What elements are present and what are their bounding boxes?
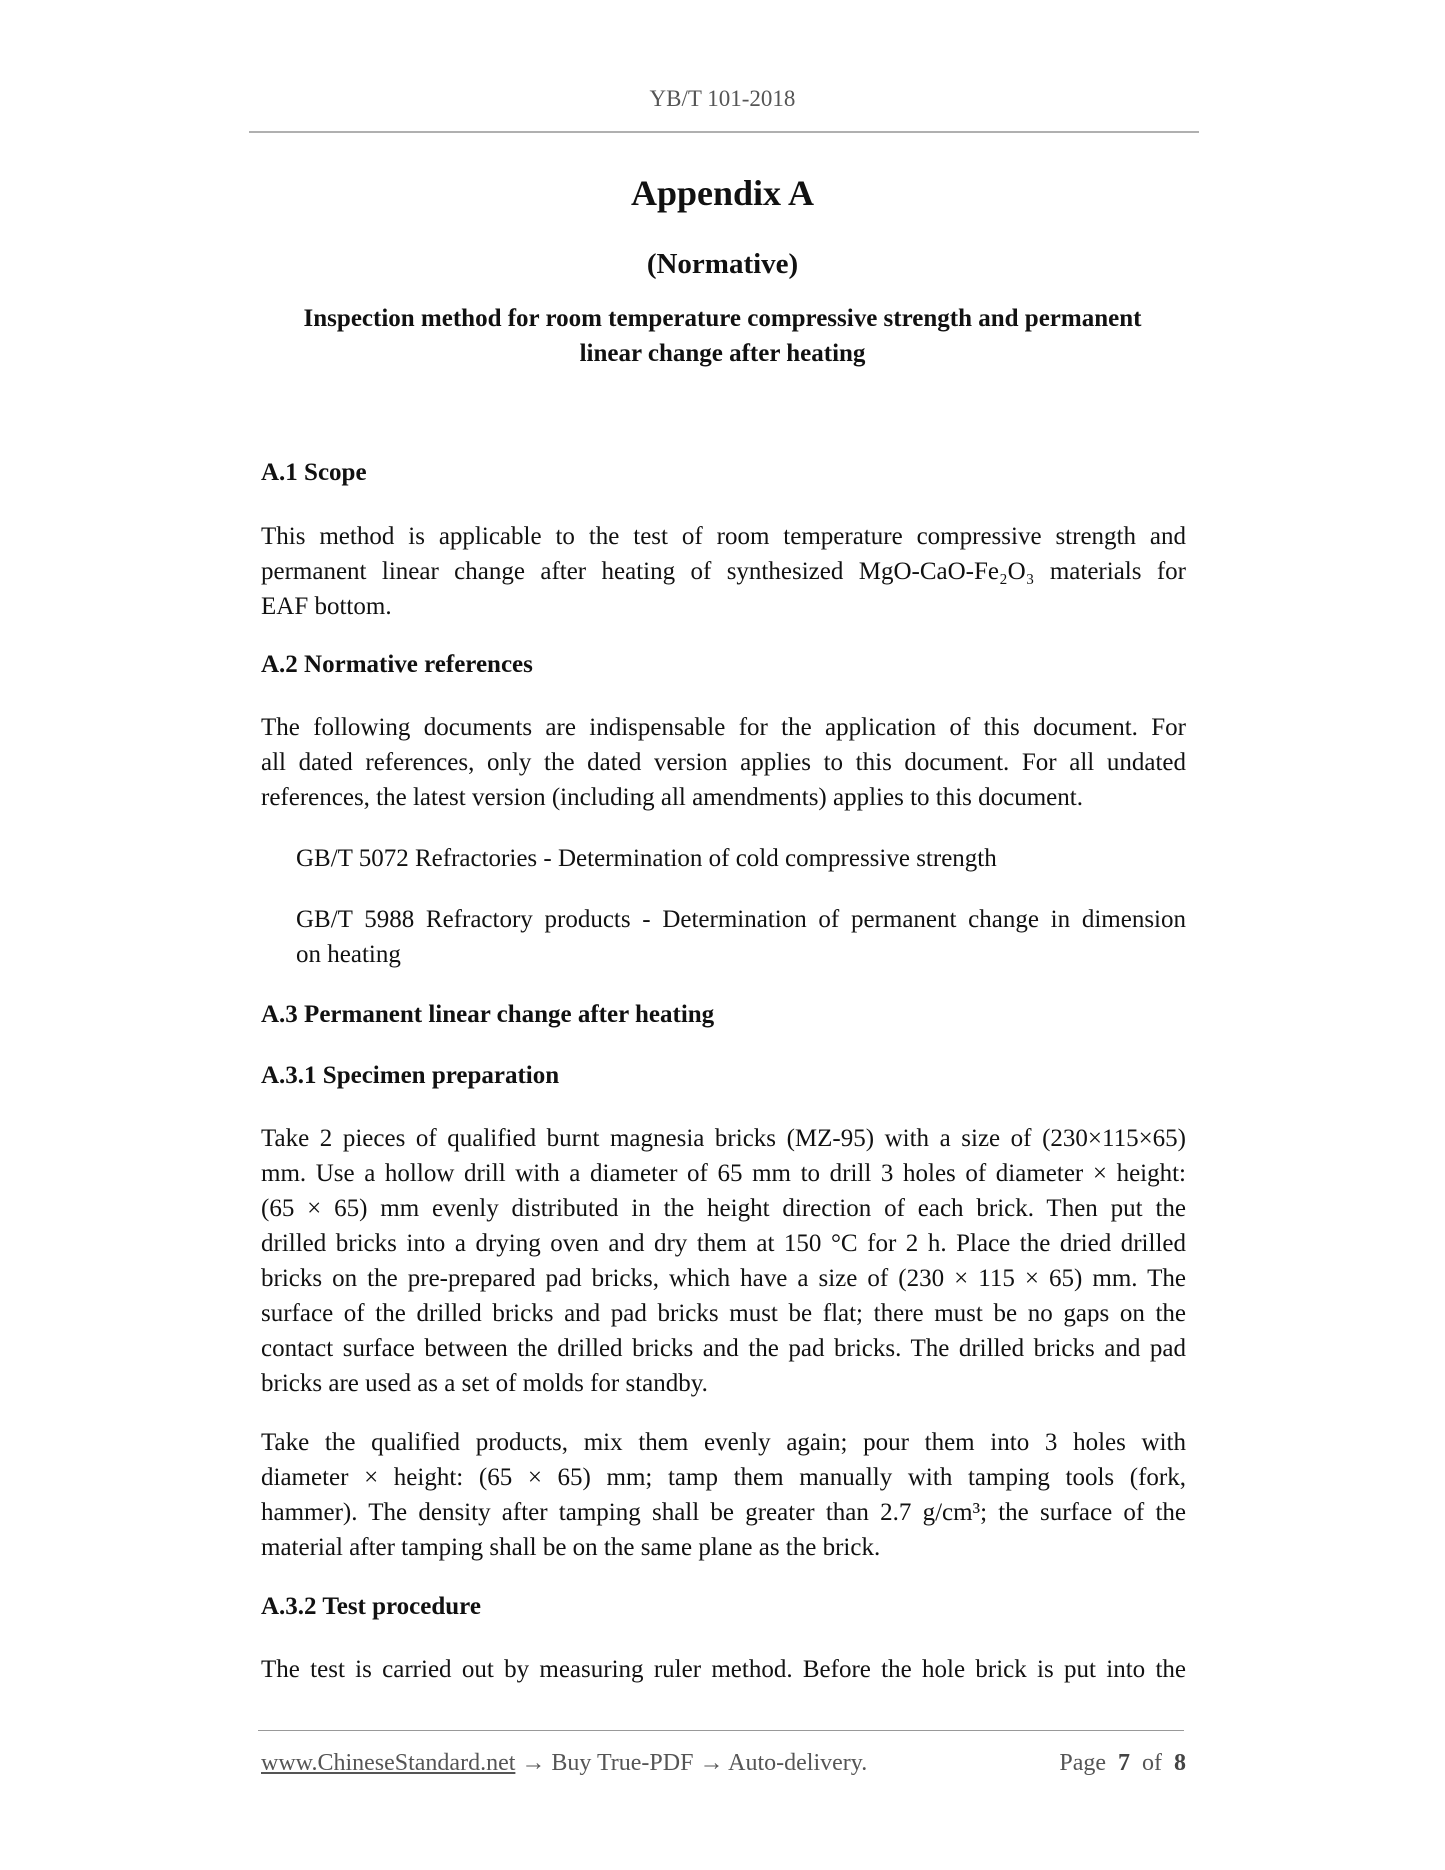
section-a32-paragraph bbox=[261, 1652, 1186, 1687]
reference-gbt-5988 bbox=[296, 902, 1186, 972]
of-label: of bbox=[1142, 1750, 1162, 1776]
section-a1-paragraph bbox=[261, 519, 1186, 624]
text-line: This method is applicable to the test of room temperature compressive strength and bbox=[261, 523, 1186, 550]
total-pages-number: 8 bbox=[1174, 1750, 1186, 1776]
chinese-standard-link[interactable]: www.ChineseStandard.net bbox=[261, 1750, 516, 1776]
current-page-number: 7 bbox=[1118, 1750, 1130, 1776]
section-a2-title: A.2 Normative references bbox=[261, 651, 533, 678]
section-a31-paragraph-2 bbox=[261, 1425, 1186, 1565]
document-code-header: YB/T 101-2018 bbox=[649, 86, 796, 111]
text-line: EAF bottom. bbox=[261, 593, 392, 620]
text-line: permanent linear change after heating of synthesized MgO-CaO-Fe₂O₃ materials for bbox=[261, 558, 1186, 585]
section-a32-title: A.3.2 Test procedure bbox=[261, 1593, 481, 1620]
header-divider bbox=[249, 131, 1199, 133]
text-line: material after tamping shall be on the same plane as the brick. bbox=[261, 1534, 881, 1561]
text-line: drilled bricks into a drying oven and dry them at 150 °C for 2 h. Place the dried drilled bbox=[261, 1230, 1186, 1257]
auto-delivery-text: Auto-delivery. bbox=[728, 1750, 868, 1776]
appendix-title: Appendix A bbox=[630, 173, 815, 213]
buy-true-pdf-text: Buy True-PDF bbox=[551, 1750, 694, 1776]
footer-divider bbox=[258, 1730, 1184, 1731]
page-footer bbox=[261, 1750, 1186, 1777]
text-line: all dated references, only the dated version applies to this document. For all undated bbox=[261, 749, 1186, 776]
text-line: mm. Use a hollow drill with a diameter of 65 mm to drill 3 holes of diameter × height: bbox=[261, 1160, 1186, 1187]
text-line: surface of the drilled bricks and pad bricks must be flat; there must be no gaps on the bbox=[261, 1300, 1186, 1327]
heading-line: linear change after heating bbox=[579, 340, 866, 367]
section-a31-title: A.3.1 Specimen preparation bbox=[261, 1062, 560, 1089]
text-line: hammer). The density after tamping shall be greater than 2.7 g/cm³; the surface of the bbox=[261, 1499, 1186, 1526]
appendix-subtitle: (Normative) bbox=[646, 248, 799, 280]
text-line: on heating bbox=[296, 941, 401, 968]
section-a2-paragraph bbox=[261, 710, 1186, 815]
section-a3-title: A.3 Permanent linear change after heating bbox=[261, 1001, 715, 1028]
text-line: Take 2 pieces of qualified burnt magnesia bricks (MZ-95) with a size of (230×115×65) bbox=[261, 1125, 1186, 1152]
page-label: Page bbox=[1059, 1750, 1106, 1776]
arrow-right-icon: → bbox=[521, 1750, 546, 1776]
heading-line: Inspection method for room temperature compressive strength and permanent bbox=[303, 305, 1142, 332]
text-line: diameter × height: (65 × 65) mm; tamp them manually with tamping tools (fork, bbox=[261, 1464, 1186, 1491]
appendix-heading bbox=[0, 301, 1445, 371]
text-line: Take the qualified products, mix them evenly again; pour them into 3 holes with bbox=[261, 1429, 1186, 1456]
text-line: bricks are used as a set of molds for standby. bbox=[261, 1370, 708, 1397]
text-line: references, the latest version (including all amendments) applies to this document. bbox=[261, 784, 1083, 811]
text-line: The test is carried out by measuring ruler method. Before the hole brick is put into the bbox=[261, 1656, 1186, 1683]
arrow-right-icon: → bbox=[699, 1750, 724, 1776]
text-line: GB/T 5072 Refractories - Determination of cold compressive strength bbox=[296, 845, 997, 872]
text-line: (65 × 65) mm evenly distributed in the height direction of each brick. Then put the bbox=[261, 1195, 1186, 1222]
text-line: bricks on the pre-prepared pad bricks, which have a size of (230 × 115 × 65) mm. The bbox=[261, 1265, 1186, 1292]
text-line: GB/T 5988 Refractory products - Determination of permanent change in dimension bbox=[296, 906, 1186, 933]
reference-gbt-5072 bbox=[296, 841, 1186, 876]
section-a1-title: A.1 Scope bbox=[261, 459, 367, 486]
text-line: The following documents are indispensable for the application of this document. For bbox=[261, 714, 1186, 741]
page-indicator bbox=[1059, 1750, 1186, 1777]
section-a31-paragraph-1 bbox=[261, 1121, 1186, 1401]
text-line: contact surface between the drilled bricks and the pad bricks. The drilled bricks and pad bbox=[261, 1335, 1186, 1362]
